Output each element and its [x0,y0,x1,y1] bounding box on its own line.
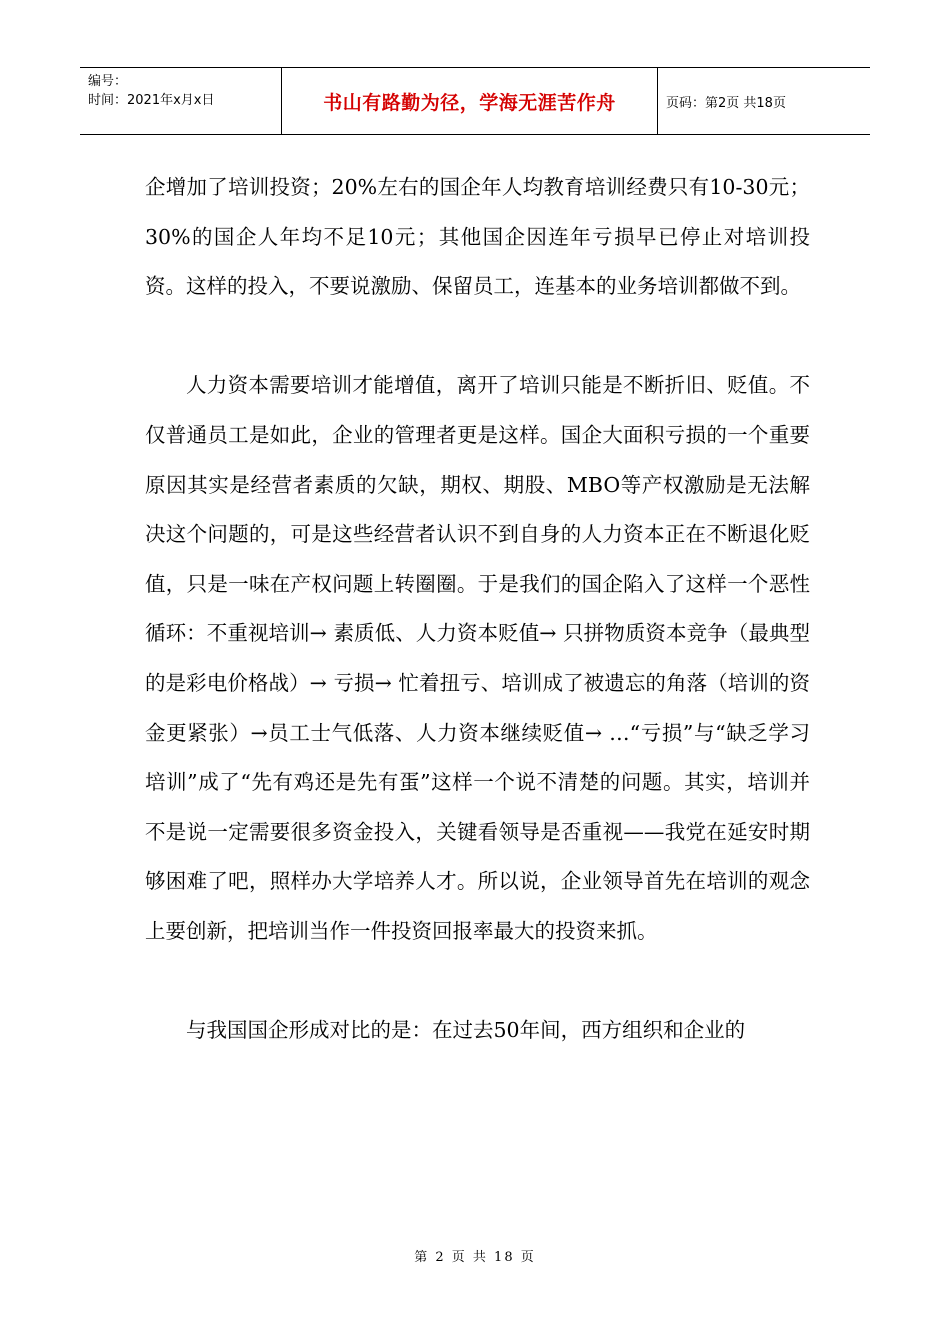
document-number-label: 编号： [88,74,128,89]
document-time-label: 时间：2021年x月x日 [88,93,215,108]
header-motto: 书山有路勤为径，学海无涯苦作舟 [282,68,658,134]
paragraph: 人力资本需要培训才能增值，离开了培训只能是不断折旧、贬值。不仅普通员工是如此，企业的管理者更是这样。国企大面积亏损的一个重要原因其实是经营者素质的欠缺，期权、期股、MBO等产权激励是无法解决这个问题的，可是这些经营者认识不到自身的人力资本正在不断退化贬值，只是一味在产权问题上转圈圈。于是我们的国企陷入了这样一个恶性循环：不重视培训→ 素质低、人力资本贬值→ 只拼物质资本竞争（最典型的是彩电价格战）→ 亏损→ 忙着扭亏、培训成了被遗忘的角落（培训的资金更紧张）→员工士气低落、人力资本继续贬值→ …“亏损”与“缺乏学习培训”成了“先有鸡还是先有蛋”这样一个说不清楚的问题。其实，培训并不是说一定需要很多资金投入，关键看领导是否重视——我党在延安时期够困难了吧，照样办大学培养人才。所以说，企业领导首先在培训的观念上要创新，把培训当作一件投资回报率最大的投资来抓。 [145,373,810,943]
header-page-info: 页码：第2页 共18页 [666,95,786,111]
page-footer: 第 2 页 共 18 页 [414,1250,536,1265]
paragraph: 与我国国企形成对比的是：在过去50年间，西方组织和企业的 [186,1018,746,1043]
paragraph-continuation: 企增加了培训投资；20%左右的国企年人均教育培训经费只有10-30元；30%的国企人年均不足10元；其他国企因连年亏损早已停止对培训投资。这样的投入，不要说激励、保留员工，连基本的业务培训都做不到。 [145,175,810,299]
paragraph-gap [145,312,810,362]
page-header [80,67,870,135]
header-meta-cell [80,68,282,134]
paragraph-gap [145,957,810,1007]
document-body [145,163,810,1056]
